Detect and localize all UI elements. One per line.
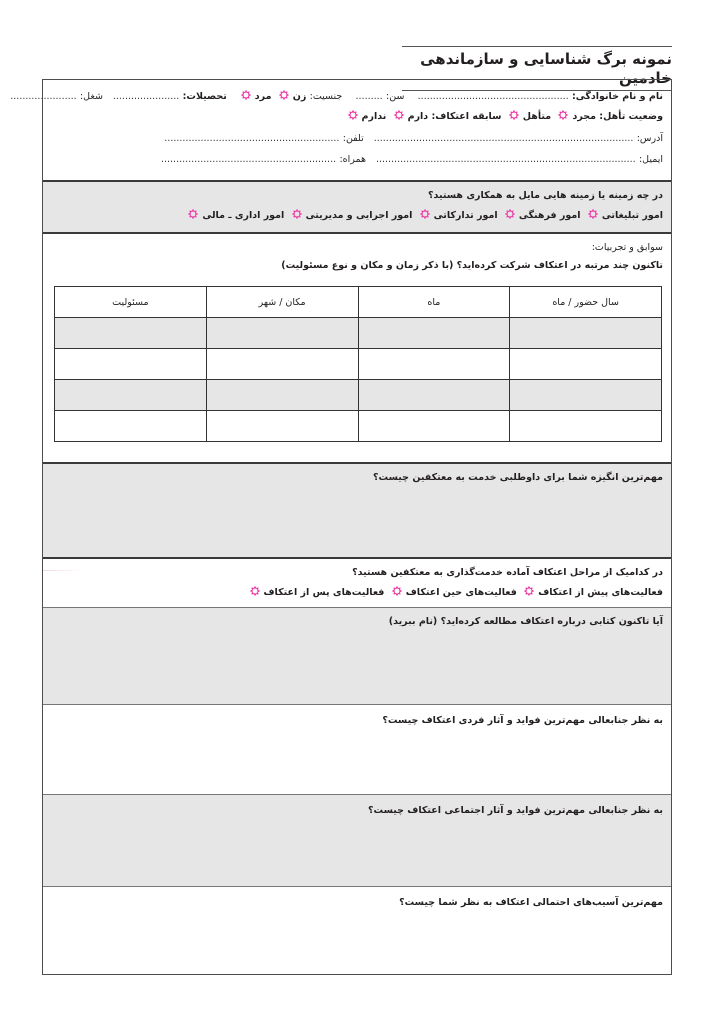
name-label: نام و نام خانوادگی: bbox=[571, 91, 663, 102]
gender-option-male[interactable]: مرد bbox=[237, 91, 272, 102]
email-label: ایمیل: bbox=[638, 154, 663, 165]
books-question: آیا تاکنون کتابی درباره اعتکاف مطالعه کرده‌اید؟ (نام ببرید) bbox=[388, 616, 663, 627]
flower-radio-icon[interactable] bbox=[558, 110, 568, 120]
experience-question: تاکنون چند مرتبه در اعتکاف شرکت کرده‌اید؟ (با ذکر زمان و مکان و نوع مسئولیت) bbox=[281, 260, 663, 271]
personal-line-3 bbox=[164, 132, 663, 146]
table-cell[interactable] bbox=[510, 380, 662, 411]
flower-radio-icon[interactable] bbox=[241, 90, 251, 100]
mobile-field[interactable]: .......................................................... bbox=[160, 154, 337, 165]
personal-info-section bbox=[10, 80, 671, 180]
books-section[interactable] bbox=[43, 607, 671, 704]
stages-section bbox=[43, 557, 671, 607]
mobile-label: همراه: bbox=[339, 154, 366, 165]
col-header-responsibility: مسئولیت bbox=[55, 287, 207, 318]
social-benefits-section[interactable] bbox=[43, 794, 671, 886]
itikaf-history-label: سابقه اعتکاف: bbox=[431, 111, 502, 122]
flower-radio-icon[interactable] bbox=[392, 586, 402, 596]
table-cell[interactable] bbox=[358, 380, 510, 411]
table-cell[interactable] bbox=[206, 411, 358, 442]
interest-option-executive[interactable]: امور اجرایی و مدیریتی bbox=[288, 210, 413, 221]
table-row bbox=[55, 411, 662, 442]
table-header-row bbox=[55, 287, 662, 318]
experience-heading: سوابق و تجربیات: bbox=[591, 242, 663, 253]
email-field[interactable]: ...................................................................................... bbox=[375, 154, 636, 165]
table-row bbox=[55, 380, 662, 411]
table-cell[interactable] bbox=[510, 349, 662, 380]
age-label: سن: bbox=[386, 91, 405, 102]
flower-radio-icon[interactable] bbox=[250, 586, 260, 596]
table-cell[interactable] bbox=[55, 349, 207, 380]
form-title: نمونه برگ شناسایی و سازماندهی خادمین bbox=[420, 50, 672, 87]
education-field[interactable]: ...................... bbox=[112, 91, 180, 102]
table-cell[interactable] bbox=[206, 380, 358, 411]
interest-option-cultural[interactable]: امور فرهنگی bbox=[501, 210, 581, 221]
marital-option-married[interactable]: متأهل bbox=[505, 111, 551, 122]
phone-field[interactable]: .......................................................... bbox=[164, 133, 340, 144]
marital-option-single[interactable]: مجرد bbox=[554, 111, 596, 122]
social-benefits-question: به نظر جنابعالی مهم‌ترین فواید و آثار اجتماعی اعتکاف چیست؟ bbox=[368, 805, 663, 816]
age-field[interactable]: ......... bbox=[355, 91, 383, 102]
col-header-place: مکان / شهر bbox=[206, 287, 358, 318]
education-label: تحصیلات: bbox=[182, 91, 227, 102]
harms-section[interactable] bbox=[43, 886, 671, 974]
job-field[interactable]: ...................... bbox=[10, 91, 77, 102]
stage-option-during[interactable]: فعالیت‌های حین اعتکاف bbox=[388, 587, 517, 598]
personal-line-2 bbox=[344, 110, 663, 124]
flower-radio-icon[interactable] bbox=[279, 90, 289, 100]
stage-option-before[interactable]: فعالیت‌های پیش از اعتکاف bbox=[520, 587, 663, 598]
harms-question: مهم‌ترین آسیب‌های احتمالی اعتکاف به نظر شما چیست؟ bbox=[399, 897, 663, 908]
table-cell[interactable] bbox=[206, 349, 358, 380]
flower-radio-icon[interactable] bbox=[292, 209, 302, 219]
table-cell[interactable] bbox=[55, 411, 207, 442]
individual-benefits-question: به نظر جنابعالی مهم‌ترین فواید و آثار فردی اعتکاف چیست؟ bbox=[382, 715, 663, 726]
table-row bbox=[55, 318, 662, 349]
flower-radio-icon[interactable] bbox=[394, 110, 404, 120]
individual-benefits-section[interactable] bbox=[43, 704, 671, 794]
address-label: آدرس: bbox=[636, 133, 663, 144]
table-cell[interactable] bbox=[358, 318, 510, 349]
personal-line-1 bbox=[10, 90, 663, 104]
interest-option-logistics[interactable]: امور تدارکاتی bbox=[416, 210, 498, 221]
flower-radio-icon[interactable] bbox=[188, 209, 198, 219]
itikaf-history-yes[interactable]: دارم bbox=[390, 111, 429, 122]
col-header-month: ماه bbox=[358, 287, 510, 318]
stage-option-after[interactable]: فعالیت‌های پس از اعتکاف bbox=[246, 587, 385, 598]
marital-label: وضعیت تأهل: bbox=[599, 111, 663, 122]
flower-radio-icon[interactable] bbox=[348, 110, 358, 120]
registration-form bbox=[10, 79, 672, 975]
table-row bbox=[55, 349, 662, 380]
interest-options bbox=[184, 209, 663, 223]
flower-radio-icon[interactable] bbox=[588, 209, 598, 219]
interest-option-admin-finance[interactable]: امور اداری ـ مالی bbox=[184, 210, 284, 221]
table-cell[interactable] bbox=[510, 318, 662, 349]
address-field[interactable]: ...................................................................................... bbox=[373, 133, 634, 144]
personal-line-4 bbox=[161, 153, 663, 167]
table-cell[interactable] bbox=[55, 380, 207, 411]
itikaf-history-no[interactable]: ندارم bbox=[344, 111, 387, 122]
interest-section bbox=[43, 180, 671, 232]
name-field[interactable]: .................................................. bbox=[417, 91, 569, 102]
motivation-question: مهم‌ترین انگیزه شما برای داوطلبی خدمت به معتکفین چیست؟ bbox=[373, 472, 663, 483]
phone-label: تلفن: bbox=[342, 133, 364, 144]
table-cell[interactable] bbox=[55, 318, 207, 349]
flower-radio-icon[interactable] bbox=[524, 586, 534, 596]
table-cell[interactable] bbox=[206, 318, 358, 349]
experience-table bbox=[54, 286, 662, 442]
gender-option-female[interactable]: زن bbox=[275, 91, 307, 102]
stages-question: در کدامیک از مراحل اعتکاف آماده خدمت‌گذاری به معتکفین هستید؟ bbox=[352, 567, 663, 578]
job-label: شغل: bbox=[79, 91, 103, 102]
interest-question: در چه زمینه یا زمینه هایی مایل به همکاری هستید؟ bbox=[428, 190, 663, 201]
stages-options bbox=[246, 586, 664, 600]
decorative-line bbox=[43, 570, 83, 571]
gender-label: جنسیت: bbox=[309, 91, 343, 102]
col-header-year: سال حضور / ماه bbox=[510, 287, 662, 318]
flower-radio-icon[interactable] bbox=[509, 110, 519, 120]
table-cell[interactable] bbox=[510, 411, 662, 442]
experience-section bbox=[43, 232, 671, 462]
table-cell[interactable] bbox=[358, 411, 510, 442]
motivation-section[interactable] bbox=[43, 462, 671, 557]
table-cell[interactable] bbox=[358, 349, 510, 380]
flower-radio-icon[interactable] bbox=[505, 209, 515, 219]
flower-radio-icon[interactable] bbox=[420, 209, 430, 219]
interest-option-propaganda[interactable]: امور تبلیغاتی bbox=[584, 210, 663, 221]
